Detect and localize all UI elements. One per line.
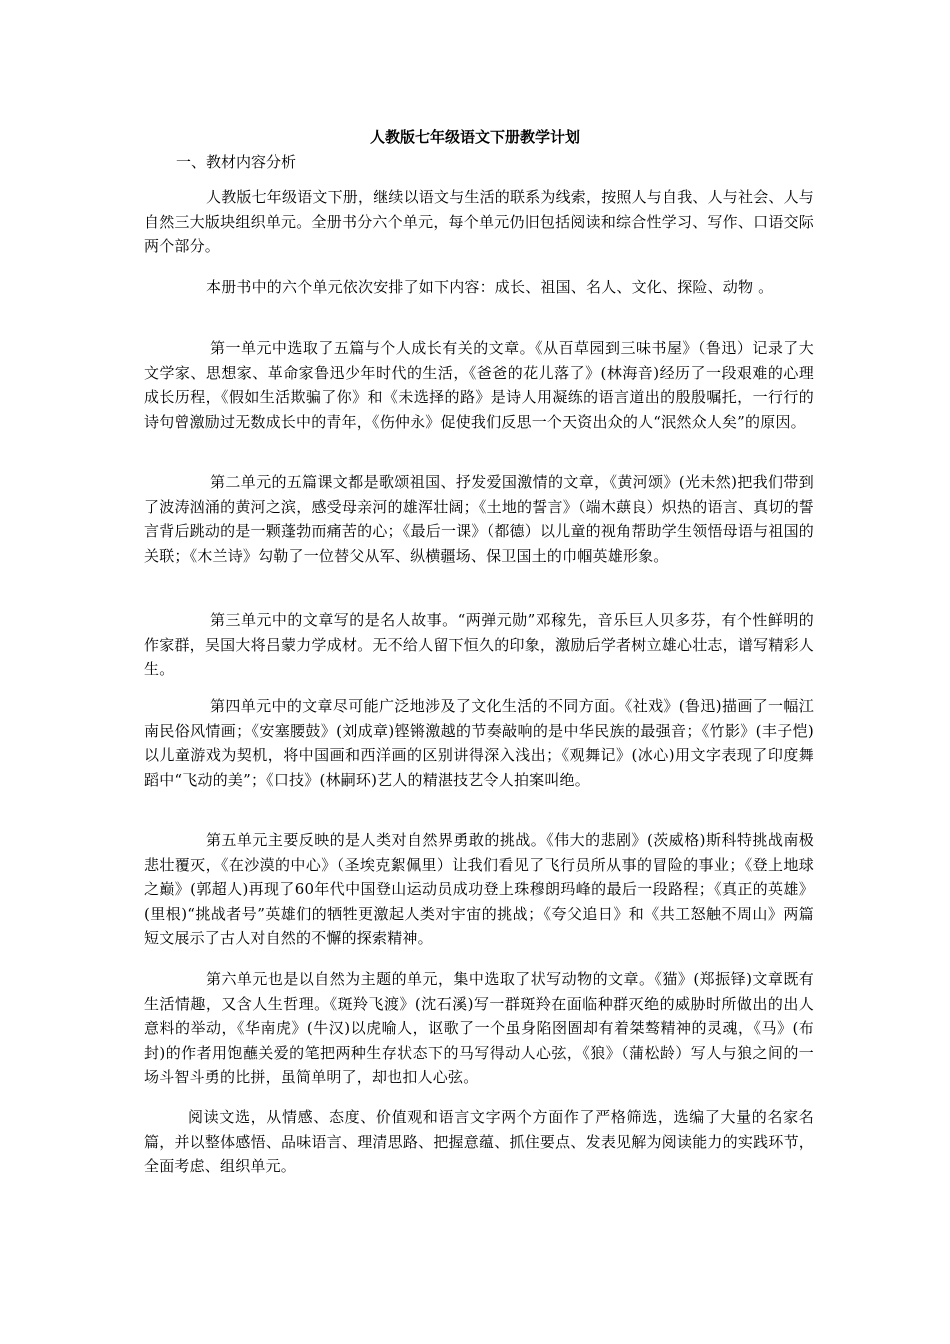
document-title: 人教版七年级语文下册教学计划 (369, 128, 580, 146)
section-heading: 一、教材内容分析 (176, 153, 297, 171)
paragraph-intro: 人教版七年级语文下册，继续以语文与生活的联系为线索，按照人与自我、人与社会、人与自然三大版块组织单元。全册书分六个单元，每个单元仍旧包括阅读和综合性学习、写作、口语交际两个部分。 (144, 188, 815, 256)
paragraph-unit-2: 第二单元的五篇课文都是歌颂祖国、抒发爱国激情的文章，《黄河颂》(光未然)把我们带到了波涛汹涌的黄河之滨，感受母亲河的雄浑壮阔；《土地的誓言》（端木蕻良）炽热的语言、真切的誓言背后跳动的是一颗蓬勃而痛苦的心；《最后一课》（都德）以儿童的视角帮助学生领悟母语与祖国的关联；《木兰诗》勾勒了一位替父从军、纵横疆场、保卫国土的巾帼英雄形象。 (144, 473, 814, 565)
paragraph-unit-4: 第四单元中的文章尽可能广泛地涉及了文化生活的不同方面。《社戏》(鲁迅)描画了一幅江南民俗风情画；《安塞腰鼓》(刘成章)铿锵激越的节奏敲响的是中华民族的最强音；《竹影》(丰子恺)以儿童游戏为契机，将中国画和西洋画的区别讲得深入浅出；《观舞记》(冰心)用文字表现了印度舞蹈中“飞动的美”；《口技》(林嗣环)艺人的精湛技艺令人拍案叫绝。 (144, 697, 814, 789)
paragraph-reading: 阅读文选，从情感、态度、价值观和语言文字两个方面作了严格筛选，选编了大量的名家名篇，并以整体感悟、品味语言、理清思路、把握意蕴、抓住要点、发表见解为阅读能力的实践环节，全面考虑、组织单元。 (144, 1108, 814, 1176)
paragraph-unit-list: 本册书中的六个单元依次安排了如下内容：成长、祖国、名人、文化、探险、动物 。 (206, 278, 774, 296)
paragraph-unit-1: 第一单元中选取了五篇与个人成长有关的文章。《从百草园到三味书屋》（鲁迅）记录了大文学家、思想家、革命家鲁迅少年时代的生活，《爸爸的花儿落了》(林海音)经历了一段艰难的心理成长历程，《假如生活欺骗了你》和《未选择的路》是诗人用凝练的语言道出的殷殷嘱托，一行行的诗句曾激励过无数成长中的青年，《伤仲永》促使我们反思一个天资出众的人“泯然众人矣”的原因。 (144, 339, 814, 431)
paragraph-unit-3: 第三单元中的文章写的是名人故事。“两弹元勋”邓稼先，音乐巨人贝多芬，有个性鲜明的作家群，吴国大将吕蒙力学成材。无不给人留下恒久的印象，激励后学者树立雄心壮志，谱写精彩人生。 (144, 611, 814, 679)
paragraph-unit-6: 第六单元也是以自然为主题的单元，集中选取了状写动物的文章。《猫》(郑振铎)文章既有生活情趣，又含人生哲理。《斑羚飞渡》(沈石溪)写一群斑羚在面临种群灭绝的威胁时所做出的出人意料的举动，《华南虎》(牛汉)以虎喻人，讴歌了一个虽身陷囹圄却有着桀骜精神的灵魂，《马》(布封)的作者用饱蘸关爱的笔把两种生存状态下的马写得动人心弦，《狼》（蒲松龄）写人与狼之间的一场斗智斗勇的比拼，虽简单明了，却也扣人心弦。 (144, 970, 814, 1087)
paragraph-unit-5: 第五单元主要反映的是人类对自然界勇敢的挑战。《伟大的悲剧》(茨威格)斯科特挑战南极悲壮覆灭，《在沙漠的中心》（圣埃克絮佩里）让我们看见了飞行员所从事的冒险的事业；《登上地球之巅》(郭超人)再现了60年代中国登山运动员成功登上珠穆朗玛峰的最后一段路程；《真正的英雄》(里根)“挑战者号”英雄们的牺牲更激起人类对宇宙的挑战；《夸父追日》和《共工怒触不周山》两篇短文展示了古人对自然的不懈的探索精神。 (144, 831, 814, 948)
